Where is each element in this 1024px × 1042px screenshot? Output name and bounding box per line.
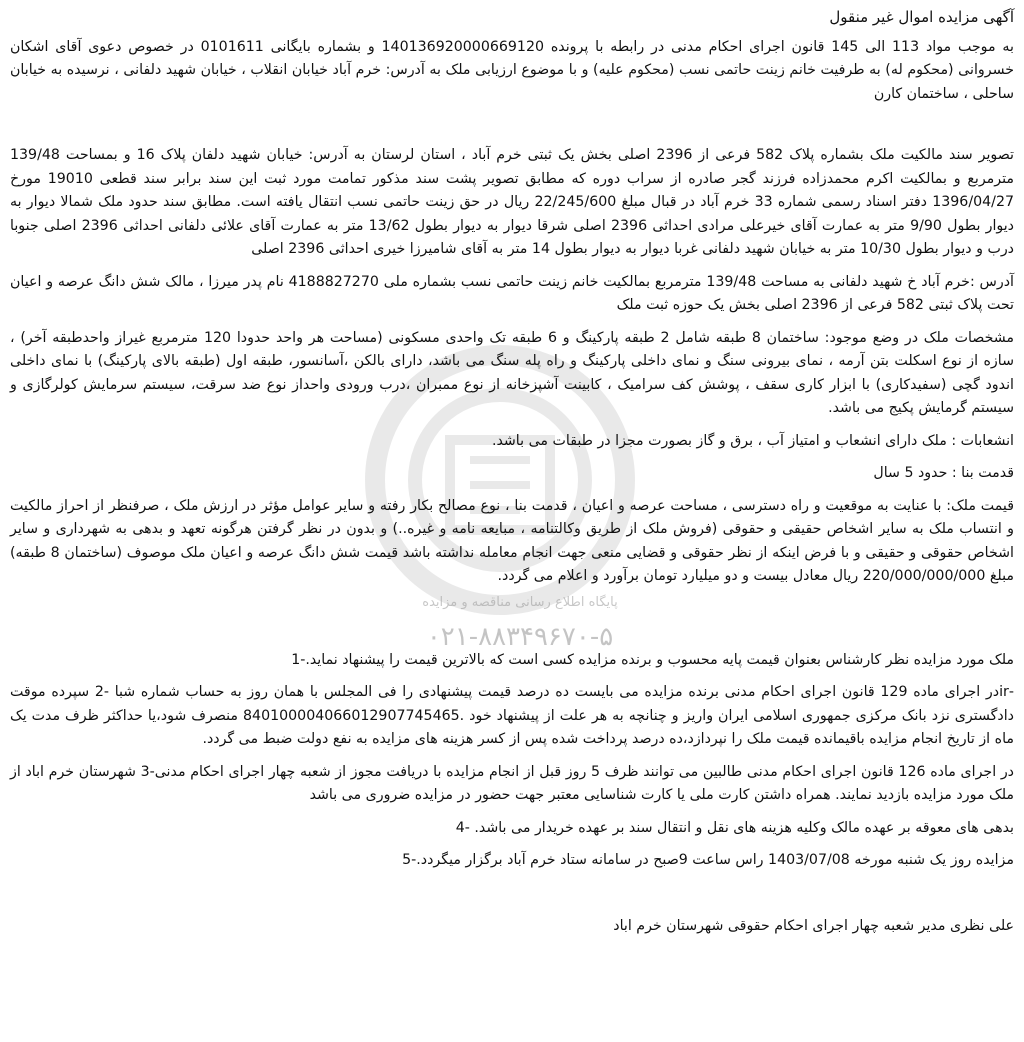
age-paragraph: قدمت بنا : حدود 5 سال (873, 465, 1014, 481)
address-paragraph: آدرس :خرم آباد خ شهید دلفانی به مساحت 139/48 مترمربع بمالکیت خانم زینت حاتمی نسب بشماره ملی 4188827270 نام پدر میرزا ، مالک شش دانگ عرصه و اعیان تحت پلاک ثبتی 582 فرعی از 2396 اصلی بخش یک حوزه ثبت ملک (10, 273, 1014, 313)
signature-line: علی نظری مدیر شعبه چهار اجرای احکام حقوقی شهرستان خرم اباد (613, 917, 1014, 934)
term-item-4: بدهی های معوقه بر عهده مالک وکلیه هزینه های نقل و انتقال سند بر عهده خریدار می باشد. -4 (455, 819, 1014, 836)
price-paragraph: قیمت ملک: با عنایت به موقعیت و راه دسترسی ، مساحت عرصه و اعیان ، قدمت بنا ، نوع مصالح بکار رفته و سایر عوامل مؤثر در ارزش ملک ، صرفنظر از احراز مالکیت و انتساب ملک به سایر اشخاص حقیقی و حقوقی (فروش ملک از طریق وکالتنامه ، مبایعه نامه و غیره..) و بدون در نظر گرفتن هرگونه تعهد و بدهی به شهرداری و سایر اشخاص حقوقی و حقیقی و با فرض اینکه از نظر حقوقی و قضایی منعی جهت انجام معامله نداشته باشد قیمت شش دانگ عرصه و اعیان ملک موصوف (ساختمان 8 طبقه) مبلغ 220/000/000/000 ریال معادل بیست و دو میلیارد تومان برآورد و اعلام می گردد. (10, 497, 1014, 584)
utilities-paragraph: انشعابات : ملک دارای انشعاب و امتیاز آب ، برق و گاز بصورت مجزا در طبقات می باشد. (491, 432, 1014, 449)
deed-paragraph: تصویر سند مالکیت ملک بشماره پلاک 582 فرعی از 2396 اصلی بخش یک ثبتی خرم آباد ، استان لرستان به آدرس: خیابان شهید دلفان پلاک 16 و بمساحت 139/48 مترمربع و بمالکیت اکرم محمدزاده فرزند گجر صادره از سراب دوره که مطابق تصویر پشت سند مذکور تمامت مورد ثبت این سند برابر سند قطعی 19010 مورخ 1396/04/27 دفتر اسناد رسمی شماره 33 خرم آباد در قبال مبلغ 22/245/600 ریال در حق زینت حاتمی نسب انتقال یافته است. مطابق سند حدود ملک شمالا دیوار به دیوار بطول 9/90 متر به عمارت آقای خیرعلی مرادی احداثی 2396 اصلی شرقا دیوار به دیوار بطول 13/62 متر به عمارت آقای علائی دلفانی احداثی 2396 اصلی جنوبا درب و دیوار بطول 10/30 متر به خیابان شهید دلفانی غربا دیوار به دیوار بطول 14 متر به آقای شامیرزا خیری احداثی 2396 اصلی (10, 147, 1014, 257)
watermark-text: پایگاه اطلاع رسانی مناقصه و مزایده (422, 595, 618, 610)
term-item-2: -irدر اجرای ماده 129 قانون اجرای احکام مدنی برنده مزایده می بایست ده درصد قیمت پیشنهادی را فی المجلس با همان روز به حساب شماره شبا -2 سپرده موقت دادگستری نزد بانک مرکزی جمهوری اسلامی ایران واریز و چنانچه به هر علت از پیشنهاد خود .840100004066012907745465 منصرف شود،یا حداکثر ظرف مدت یک ماه از تاریخ انجام مزایده باقیمانده قیمت ملک را نپردازد،ده درصد پرداخت شده پس از کسر هزینه های مزایده به نفع دولت ضبط می گردد. (10, 684, 1014, 747)
page-title: آگهی مزایده اموال غیر منقول (829, 8, 1014, 26)
term-item-3: در اجرای ماده 126 قانون اجرای احکام مدنی طالبین می توانند ظرف 5 روز قبل از انجام مزایده با دریافت مجوز از شعبه چهار اجرای احکام مدنی-3 شهرستان خرم اباد از ملک مورد مزایده بازدید نمایند. همراه داشتن کارت ملی یا کارت شناسایی معتبر جهت حضور در مزایده ضروری می باشد (10, 763, 1014, 803)
intro-paragraph: به موجب مواد 113 الی 145 قانون اجرای احکام مدنی در رابطه با پرونده 140136920000669120 و بشماره بایگانی 0101611 در خصوص دعوی آقای اشکان خسروانی (محکوم له) به طرفیت خانم زینت حاتمی نسب (محکوم علیه) و با موضوع ارزیابی ملک به آدرس: خرم آباد خیابان انقلاب ، خیابان شهید دلفانی ، نرسیده به خیابان ساحلی ، ساختمان کارن (10, 38, 1014, 102)
term-item-5: مزایده روز یک شنبه مورخه 1403/07/08 راس ساعت 9صبح در سامانه ستاد خرم آباد برگزار میگردد.-5 (402, 852, 1014, 868)
term-item-1: ملک مورد مزایده نظر کارشناس بعنوان قیمت پایه محسوب و برنده مزایده کسی است که بالاترین قیمت را پیشنهاد نماید.-1 (291, 651, 1014, 668)
watermark-phone: ۰۲۱-۸۸۳۴۹۶۷۰-۵ (426, 622, 614, 652)
specs-paragraph: مشخصات ملک در وضع موجود: ساختمان 8 طبقه شامل 2 طبقه پارکینگ و 6 طبقه تک واحدی مسکونی (مساحت هر واحد حدودا 120 مترمربع غیراز واحدطبقه آخر) ، سازه از نوع اسکلت بتن آرمه ، نمای بیرونی سنگ و نمای داخلی پارکینگ و راه پله سنگ می باشد، دارای بالکن ،آسانسور، طبقه اول (طبقه بالای پارکینگ) با نمای داخلی اندود گچی (سفیدکاری) با ابزار کاری سقف ، پوشش کف سرامیک ، کابینت آشپزخانه از نوع ممبران ،درب ورودی واحداز نوع ضد سرقت، سیستم سرمایش کولرگازی و سیستم گرمایش پکیج می باشد. (10, 329, 1014, 416)
